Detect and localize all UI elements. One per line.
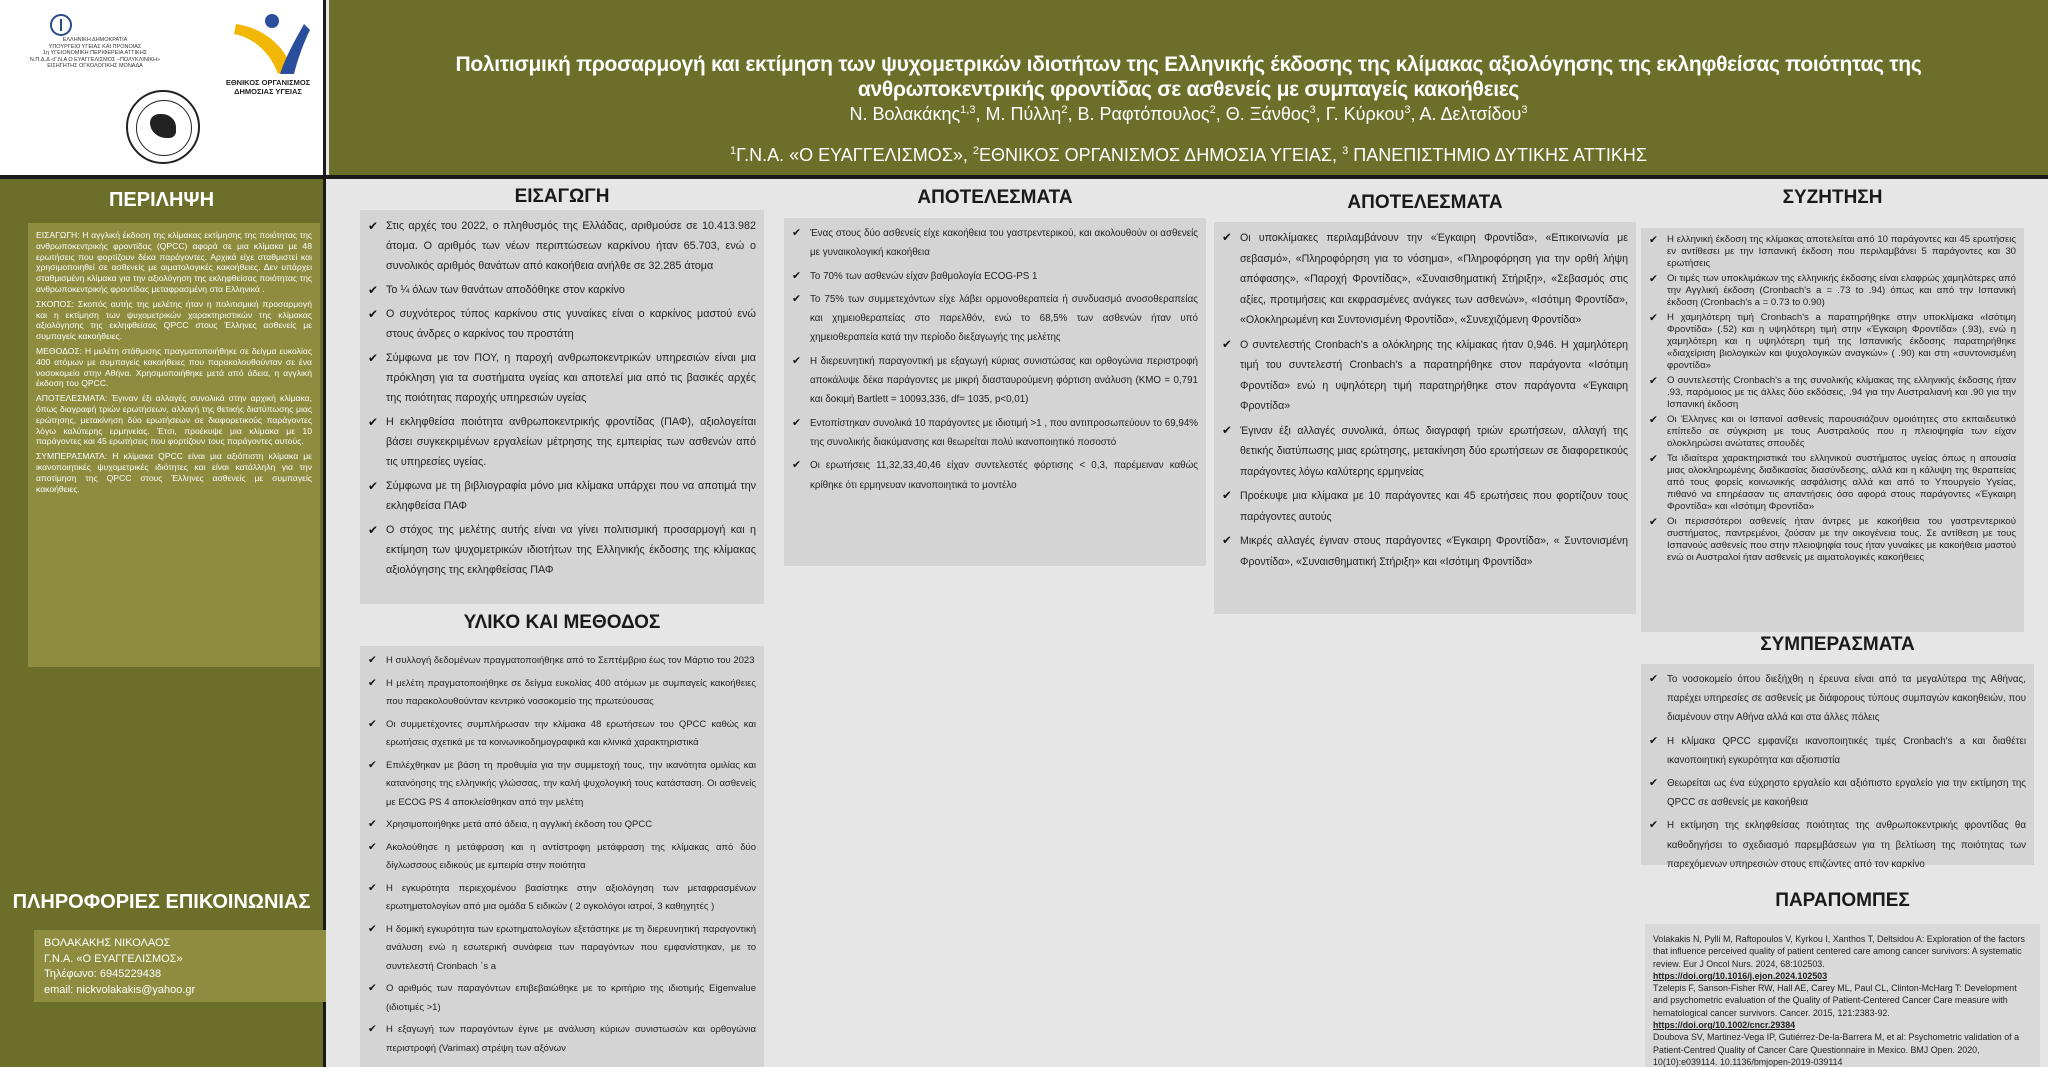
list-item: ✔ Το 75% των συμμετεχόντων είχε λάβει ορμονοθεραπεία ή συνδυασμό ανοσοθεραπείας και χημειοθεραπείας στο παρελθόν, ενώ το 68,5% των ασθενών ήταν υπό χημειοθεραπεία κατά την περίοδο διεξαγωγής της μελέτης: [792, 290, 1198, 348]
eody-logo-icon: [224, 12, 310, 76]
list-item: ✔ Εντοπίστηκαν συνολικά 10 παράγοντες με ιδιοτιμή >1 , που αντιπροσωπεύουν το 69,94% της συνολικής διακύμανσης και θεωρείται πολύ ικανοποιητικό ποσοστό: [792, 414, 1198, 453]
author: Α. Δελτσίδου: [1419, 104, 1522, 124]
reference-text: Doubova SV, Martinez-Vega IP, Gutiérrez-De-la-Barrera M, et al: Psychometric validation of a Patient-Centred Quality of Cancer Care Questionnaire in Mexico. BMJ Open. 2020, 10(10):e039114. 10.1136/bmjopen-2019-039114: [1653, 1032, 2020, 1067]
list-item: ✔ Η μελέτη πραγματοποιήθηκε σε δείγμα ευκολίας 400 ατόμων με συμπαγείς κακοήθειες που παρακολουθούνταν κεντρικό νοσοκομείο της πρωτεύουσας: [368, 675, 756, 712]
affiliation: Γ.Ν.Α. «Ο ΕΥΑΓΓΕΛΙΣΜΟΣ»,: [736, 145, 973, 165]
affiliation-mark: 2: [972, 145, 980, 157]
affiliation-mark: 3: [1342, 145, 1349, 157]
reference-text: Tzelepis F, Sanson-Fisher RW, Hall AE, Carey ML, Paul CL, Clinton-McHarg T: Development and psychometric evaluation of the Quality of Patient-Centered Cancer Care measure with hematological cancer survivors. Cancer. 2015, 121:2383-92.: [1653, 983, 2017, 1018]
author: Μ. Πύλλη: [985, 104, 1062, 124]
list-item: ✔ Μικρές αλλαγές έγιναν στους παράγοντες «Έγκαιρη Φροντίδα», « Συντονισμένη Φροντίδα», «Συναισθηματική Στήριξη» και «Ισότιμη Φροντίδα»: [1222, 531, 1628, 572]
contact-box: [34, 930, 326, 1002]
conclusions-box: [1641, 664, 2034, 870]
author-affiliation-mark: 2: [1209, 104, 1216, 116]
abstract-box: [28, 223, 320, 667]
list-item: ✔ Οι συμμετέχοντες συμπλήρωσαν την κλίμακα 48 ερωτήσεων του QPCC καθώς και ερωτήσεις σχετικά με τα κοινωνικοδημογραφικά και κλινικά χαρακτηριστικά: [368, 716, 756, 753]
author-affiliation-mark: 1,3: [960, 104, 976, 116]
list-item: ✔ Σύμφωνα με τη βιβλιογραφία μόνο μια κλίμακα υπάρχει που να αποτιμά την εκληφθείσα ΠΑΦ: [368, 476, 756, 516]
list-item: ✔ Επιλέχθηκαν με βάση τη προθυμία για την συμμετοχή τους, την ικανότητα ομιλίας και κατανόησης της ελληνικής γλώσσας, την καλή ψυχολογική τους κατάσταση. Οι ασθενείς με ECOG PS 4 αποκλείσθηκαν από την μελέτη: [368, 757, 756, 813]
author: Ν. Βολακάκης: [849, 104, 961, 124]
poster-header: [329, 0, 2048, 175]
list-item: ✔ Σύμφωνα με τον ΠΟΥ, η παροχή ανθρωποκεντρικών υπηρεσιών είναι μια πρόκληση για τα συστήματα υγείας και αποτελεί μια από τις βασικές αρχές της ποιότητας παροχής υπηρεσιών υγείας: [368, 348, 756, 408]
abstract-paragraph: ΣΚΟΠΟΣ: Σκοπός αυτής της μελέτης ήταν η πολιτισμική προσαρμογή και η εκτίμηση των ψυχομετρικών χαρακτηριστικών της κλίμακας αξιολόγησης της εκληφθείσας QPCC στους Έλληνες ασθενείς με συμπαγείς κακοήθειες.: [36, 298, 312, 342]
list-item: ✔ Η διερευνητική παραγοντική με εξαγωγή κύριας συνιστώσας και ορθογώνια περιστροφή αποκάλυψε δέκα παράγοντες με μικρή διασταυρούμενη φόρτιση ανάλυση (ΚΜΟ = 0,791 και δοκιμή Bartlett = 10093,336, df= 1035, p<0,01): [792, 352, 1198, 410]
list-item: ✔ Ο συντελεστής Cronbach's a ολόκληρης της κλίμακας ήταν 0,946. Η χαμηλότερη τιμή του συντελεστή Cronbach's a παρατηρήθηκε στον παράγοντα «Ισότιμη Φροντίδα» ενώ η υψηλότερη τιμή παρατηρήθηκε στον παράγοντα «Έγκαιρη Φροντίδα»: [1222, 335, 1628, 417]
list-item: ✔ Έγιναν έξι αλλαγές συνολικά, όπως διαγραφή τριών ερωτήσεων, αλλαγή της θετικής διατύπωσης μιας ερώτησης, μετακίνηση δύο ερωτήσεων σε διαφορετικούς παράγοντες λόγω καλύτερης ερμηνείας: [1222, 421, 1628, 483]
author: Θ. Ξάνθος: [1225, 104, 1310, 124]
authors-line: Ν. Βολακάκης$^{1,3}$, Μ. Πύλλη$^2$, Β. Ραφτόπουλος$^2$, Θ. Ξάνθος$^3$, Γ. Κύρκου$^3$, Α. Δελτσίδου$^3$: [849, 104, 1528, 124]
list-item: ✔ Ο στόχος της μελέτης αυτής είναι να γίνει πολιτισμική προσαρμογή και η εκτίμηση των ψυχομετρικών ιδιοτήτων της Ελληνικής έκδοσης της κλίμακας αξιολόγησης της εκληφθείσας ΠΑΦ: [368, 520, 756, 580]
university-seal-icon: [126, 90, 200, 164]
greek-republic-emblem-icon: [50, 14, 72, 36]
list-item: ✔ Θεωρείται ως ένα εύχρηστο εργαλείο και αξιόπιστο εργαλείο για την εκτίμηση της QPCC σε ασθενείς με κακοήθεια: [1649, 774, 2026, 812]
reference-text: Volakakis N, Pylli M, Raftopoulos V, Kyrkou I, Xanthos T, Deltsidou A: Exploration of the factors that influence perceived quality of patient centered care among cancer survivors: A systematic review. Eur J Oncol Nurs. 2024, 68:102503.: [1653, 934, 2025, 969]
list-item: ✔ Ένας στους δύο ασθενείς είχε κακοήθεια του γαστρεντερικού, και ακολουθούν οι ασθενείς με γυναικολογική κακοήθεια: [792, 224, 1198, 263]
abstract-paragraph: ΑΠΟΤΕΛΕΣΜΑΤΑ: Έγιναν έξι αλλαγές συνολικά στην αρχική κλίμακα, όπως διαγραφή τριών ερωτήσεων, αλλαγή της θετικής διατύπωσης μιας ερώτησης, μετακίνηση δύο ερωτήσεων σε διαφορετικούς παράγοντες λόγω καλύτερης ερμηνείας. Έτσι, προέκυψε μια κλίμακα με 10 παράγοντες και 45 ερωτήσεις που φορτίζουν τους παράγοντες αυτούς.: [36, 393, 312, 447]
reference-doi-link[interactable]: https://doi.org/10.1016/j.ejon.2024.102503: [1653, 970, 1828, 981]
list-item: ✔ Η εκληφθείσα ποιότητα ανθρωποκεντρικής φροντίδας (ΠΑΦ), αξιολογείται βάσει συγκεκριμένων εργαλείων μέτρησης της εμπειρίας των ασθενών από τις υπηρεσίες υγείας.: [368, 412, 756, 472]
list-item: ✔ Ακολούθησε η μετάφραση και η αντίστροφη μετάφραση της κλίμακας από δύο δίγλωσσους ειδικούς με εμπειρία στην ποιότητα: [368, 839, 756, 876]
contact-heading: ΠΛΗΡΟΦΟΡΙΕΣ ΕΠΙΚΟΙΝΩΝΙΑΣ: [12, 891, 311, 913]
affiliation: ΕΘΝΙΚΟΣ ΟΡΓΑΝΙΣΜΟΣ ΔΗΜΟΣΙΑ ΥΓΕΙΑΣ,: [979, 145, 1343, 165]
list-item: ✔ Το ¼ όλων των θανάτων αποδόθηκε στον καρκίνο: [368, 280, 756, 300]
list-item: ✔ Τα ιδιαίτερα χαρακτηριστικά του ελληνικού συστήματος υγείας όπως η απουσία μιας ολοκληρωμένης διαδικασίας διασύνδεσης, αλλά και η κάλυψη της θεραπείας από τους φορείς κοινωνικής ασφάλισης αλλά και από το Υπουργείο Υγείας, πιθανό να επηρέασαν τις απαντήσεις όσο αφορά στους παράγοντες «Έγκαιρη Φροντίδα» και «Ισότιμη Φροντίδα»: [1649, 453, 2016, 513]
affiliations-line: [329, 145, 2048, 166]
greek-org-logo-text: ΕΛΛΗΝΙΚΗ ΔΗΜΟΚΡΑΤΙΑ ΥΠΟΥΡΓΕΙΟ ΥΓΕΙΑΣ ΚΑΙ ΠΡΟΝΟΙΑΣ 1η ΥΓΕΙΟΝΟΜΙΚΗ ΠΕΡΙΦΕΡΕΙΑ ΑΤΤΙΚΗΣ Ν.Π.Δ.Δ «Γ.Ν.Α Ο ΕΥΑΓΓΕΛΙΣΜΟΣ –ΠΟΛΥΚΛΙΝΙΚΗ» ΕΙΣΗΓΗΤΗΣ ΟΓΚΟΛΟΓΙΚΗΣ ΜΟΝΑΔΑ: [29, 37, 161, 69]
list-item: ✔ Το 70% των ασθενών είχαν βαθμολογία ECOG-PS 1: [792, 267, 1198, 286]
abstract-paragraph: ΕΙΣΑΓΩΓΗ: Η αγγλική έκδοση της κλίμακας εκτίμησης της ποιότητας της ανθρωποκεντρικής φροντίδας (QPCC) αφορά σε μια κλίμακα με 48 ερωτήσεις που φορτίζουν δέκα παράγοντες. Αρχικά είχε σταθμιστεί και χρησιμοποιηθεί σε ασθενείς με αιματολογικές κακοήθειες. Δεν υπάρχει σταθμισμένη κλίμακα για την αξιολόγηση της εκληφθείσας ποιότητας της ανθρωποκεντρικής φροντίδας μεταφρασμένη στα Ελληνικά .: [36, 230, 312, 294]
list-item: ✔ Η εκτίμηση της εκληφθείσας ποιότητας της ανθρωποκεντρικής φροντίδας θα καθοδηγήσει το σχεδιασμό παρεμβάσεων για τη βελτίωση της ποιότητας των παρεχόμενων υπηρεσιών στους επιζώντες από τον καρκίνο: [1649, 816, 2026, 874]
reference-item: [1653, 1031, 2032, 1067]
results-continued-box: [1214, 222, 1636, 614]
author-affiliation-mark: 2: [1061, 104, 1068, 116]
abstract-paragraph: ΜΕΘΟΔΟΣ: Η μελέτη στάθμισης πραγματοποιήθηκε σε δείγμα ευκολίας 400 ατόμων με συμπαγείς κακοήθειες που παρακολουθούνταν σε ένα νοσοκομείο στην Αθήνα. Χρησιμοποιήθηκε μετά από άδεια, η αγγλική έκδοση του QPCC.: [36, 345, 312, 389]
conclusions-heading: ΣΥΜΠΕΡΑΣΜΑΤΑ: [1760, 634, 1915, 655]
reference-item: [1653, 982, 2032, 1031]
contact-phone: Τηλέφωνο: 6945229438: [44, 968, 162, 980]
list-item: ✔ Η κλίμακα QPCC εμφανίζει ικανοποιητικές τιμές Cronbach's a και διαθέτει ικανοποιητική εγκυρότητα και αξιοπιστία: [1649, 732, 2026, 770]
references-box: [1645, 924, 2040, 1067]
author: Β. Ραφτόπουλος: [1077, 104, 1210, 124]
list-item: ✔ Χρησιμοποιήθηκε μετά από άδεια, η αγγλική έκδοση του QPCC: [368, 816, 756, 835]
list-item: ✔ Η εξαγωγή των παραγόντων έγινε με ανάλυση κύριων συνιστωσών και ορθογώνια περιστροφή (Varimax) στρέψη των αξόνων: [368, 1021, 756, 1058]
list-item: ✔ Οι τιμές των υποκλιμάκων της ελληνικής έκδοσης είναι ελαφρώς χαμηλότερες από την Αγγλική έκδοση (Cronbach's a = .73 to .94) όπως και από την Ισπανική έκδοση (Cronbach's a = 0.73 to 0.90): [1649, 273, 2016, 309]
author-affiliation-mark: 3: [1309, 104, 1316, 116]
discussion-box: [1641, 228, 2024, 632]
list-item: ✔ Οι Έλληνες και οι Ισπανοί ασθενείς παρουσιάζουν ομοιότητες στο εκπαιδευτικό επίπεδο σε σύγκριση με τους Αυστραλούς που η πλειοψηφία των είχαν ολοκληρώσει ανώτατες σπουδές: [1649, 414, 2016, 450]
list-item: ✔ Οι ερωτήσεις 11,32,33,40,46 είχαν συντελεστές φόρτισης < 0,3, παρέμειναν καθώς κρίθηκε ότι ερμηνευαν ικανοποιητικά το μοντέλο: [792, 456, 1198, 495]
intro-heading: ΕΙΣΑΓΩΓΗ: [514, 186, 610, 207]
reference-item: [1653, 933, 2032, 982]
abstract-paragraph: ΣΥΜΠΕΡΑΣΜΑΤΑ: Η κλίμακα QPCC είναι μια αξιόπιστη κλίμακα με ικανοποιητικές ψυχομετρικές ιδιότητες και είναι κατάλληλη για την αποτίμηση της QPCC στους Έλληνες ασθενείς με συμπαγείς κακοήθειες.: [36, 451, 312, 494]
list-item: ✔ Προέκυψε μια κλίμακα με 10 παράγοντες και 45 ερωτήσεις που φορτίζουν τους παράγοντες αυτούς: [1222, 486, 1628, 527]
abstract-heading: ΠΕΡΙΛΗΨΗ: [108, 189, 215, 211]
references-heading: ΠΑΡΑΠΟΜΠΕΣ: [1775, 890, 1910, 911]
affiliation-mark: 1: [730, 145, 737, 157]
list-item: ✔ Οι περισσότεροι ασθενείς ήταν άντρες με κακοήθεια του γαστρεντερικού συστήματος, παντρεμένοι, ζούσαν με την οικογένεια τους. Σε αντίθεση με τους Ισπανούς ασθενείς που στην πλειοψηφία τους ήταν γυναίκες με κακοήθεια μαστού ενώ οι Αυστραλοί ήταν ασθενείς με αιματολογικές κακοήθειες: [1649, 516, 2016, 564]
poster-title: Πολιτισμική προσαρμογή και εκτίμηση των ψυχομετρικών ιδιοτήτων της Ελληνικής έκδοσης της κλίμακας αξιολόγησης της εκληφθείσας ποιότητας της ανθρωποκεντρικής φροντίδας σε ασθενείς με συμπαγείς κακοήθειες: [455, 53, 1922, 101]
list-item: ✔ Η εγκυρότητα περιεχομένου βασίστηκε στην αξιολόγηση των μεταφρασμένων ερωτηματολογίων από μια ομάδα 5 ειδικών ( 2 ογκολόγοι ιατροί, 3 καθηγητές ): [368, 880, 756, 917]
results-box: [784, 218, 1206, 566]
intro-box: [360, 210, 764, 604]
author: Γ. Κύρκου: [1325, 104, 1405, 124]
contact-organization: Γ.Ν.Α. «Ο ΕΥΑΓΓΕΛΙΣΜΟΣ»: [44, 952, 183, 965]
contact-name: ΒΟΛΑΚΑΚΗΣ ΝΙΚΟΛΑΟΣ: [44, 937, 171, 949]
discussion-heading: ΣΥΖΗΤΗΣΗ: [1782, 187, 1883, 208]
list-item: ✔ Η ελληνική έκδοση της κλίμακας αποτελείται από 10 παράγοντες και 45 ερωτήσεις εν αντίθεσει με την Ισπανική έκδοση που περιλαμβάνει 5 παράγοντες και 30 ερωτήσεις: [1649, 234, 2016, 270]
results-continued-heading: ΑΠΟΤΕΛΕΣΜΑΤΑ: [1347, 192, 1503, 213]
list-item: ✔ Ο αριθμός των παραγόντων επιβεβαιώθηκε με το κριτήριο της ιδιοτιμής Eigenvalue (ιδιοτιμές >1): [368, 980, 756, 1017]
methods-box: [360, 646, 764, 1067]
contact-email: email: nickvolakakis@yahoo.gr: [44, 983, 196, 996]
list-item: ✔ Η χαμηλότερη τιμή Cronbach's a παρατηρήθηκε στην υποκλίμακα «Ισότιμη Φροντίδα» (.52) και η υψηλότερη τιμή στην «Έγκαιρη Φροντίδα» (.93), ενώ η χαμηλότερη και η υψηλότερη τιμή της Ισπανικής έκδοσης παρατηρήθηκε «διαχείριση βιολογικών και ψυχολογικών αναγκών» ( .90) και στη «συντονισμένη φροντίδα»: [1649, 312, 2016, 372]
left-sidebar: [0, 179, 326, 1067]
author-affiliation-mark: 3: [1521, 104, 1528, 116]
list-item: ✔ Ο συντελεστής Cronbach's a της συνολικής κλίμακας της ελληνικής έκδοσης ήταν .93, παρόμοιος με τις άλλες δύο εκδόσεις, .94 για την Αυστραλιανή και .90 για την Ισπανική έκδοση: [1649, 375, 2016, 411]
results-heading: ΑΠΟΤΕΛΕΣΜΑΤΑ: [917, 187, 1073, 208]
affiliation: ΠΑΝΕΠΙΣΤΗΜΙΟ ΔΥΤΙΚΗΣ ΑΤΤΙΚΗΣ: [1348, 145, 1647, 165]
author-affiliation-mark: 3: [1404, 104, 1411, 116]
list-item: ✔ Ο συχνότερος τύπος καρκίνου στις γυναίκες είναι ο καρκίνος μαστού ενώ στους άνδρες ο καρκίνος του προστάτη: [368, 304, 756, 344]
eody-logo-text: ΕΘΝΙΚΟΣ ΟΡΓΑΝΙΣΜΟΣ ΔΗΜΟΣΙΑΣ ΥΓΕΙΑΣ: [225, 78, 311, 96]
methods-heading: ΥΛΙΚΟ ΚΑΙ ΜΕΘΟΔΟΣ: [463, 612, 661, 633]
list-item: ✔ Η δομική εγκυρότητα των ερωτηματολογίων εξετάστηκε με τη διερευνητική παραγοντική ανάλυση ενώ η εσωτερική συνάφεια των παραγόντων που εμφανίστηκαν, με το συντελεστή Cronbach ΄s a: [368, 921, 756, 977]
list-item: ✔ Το νοσοκομείο όπου διεξήχθη η έρευνα είναι από τα μεγαλύτερα της Αθήνας, παρέχει υπηρεσίες σε ασθενείς με διάφορους τύπους συμπαγών κακοηθειών, που διαμένουν στην Αθήνα αλλά και στα άλλες πόλεις: [1649, 670, 2026, 728]
logo-panel: [0, 0, 326, 175]
list-item: ✔ Στις αρχές του 2022, ο πληθυσμός της Ελλάδας, αριθμούσε σε 10.413.982 άτομα. Ο αριθμός των νέων περιπτώσεων καρκίνου ήταν 65.703, ενώ ο συνολικός αριθμός θανάτων από κακοήθεια ανήλθε σε 32.285 άτομα: [368, 216, 756, 276]
list-item: ✔ Οι υποκλίμακες περιλαμβάνουν την «Έγκαιρη Φροντίδα», «Επικοινωνία με σεβασμό», «Πληροφόρηση για το νόσημα», «Πληροφόρηση για την ορθή λήψη απόφασης», «Παροχή Φροντίδας», «Συναισθηματική Στήριξη», «Σεβασμός στις αξίες, προτιμήσεις και εκφρασμένες ανάγκες των ασθενών», «Ισότιμη Φροντίδα», «Ολοκληρωμένη και Συντονισμένη Φροντίδα», «Συνεχιζόμενη Φροντίδα»: [1222, 228, 1628, 331]
list-item: ✔ Η συλλογή δεδομένων πραγματοποιήθηκε από το Σεπτέμβριο έως τον Μάρτιο του 2023: [368, 652, 756, 671]
reference-doi-link[interactable]: https://doi.org/10.1002/cncr.29384: [1653, 1020, 1796, 1031]
